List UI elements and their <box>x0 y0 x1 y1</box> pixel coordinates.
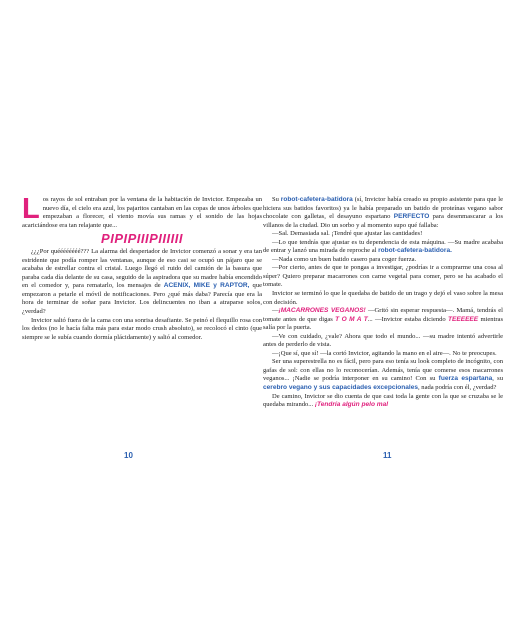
friend-names: ACENIX, MIKE y RAPTOR, <box>163 282 250 290</box>
page-number-left: 10 <box>124 451 133 460</box>
right-page <box>263 196 503 410</box>
left-page <box>22 193 262 342</box>
perfect-word: PERFECTO <box>393 213 430 221</box>
opening-paragraph <box>22 193 262 230</box>
alarm-sound-effect: PIPIPIIIPIIIIII <box>101 231 183 247</box>
dialogue-line: —Por cierto, antes de que te pongas a investigar, ¿podrías ir a comprarme una cosa al súper? Quiero preparar macarrones con carne vegetal para comer, pero se ha acabado el tomate. <box>263 264 503 289</box>
robot-name: robot-cafetera-batidora <box>280 196 353 203</box>
paragraph: ¿¿¿Por quéééééééé??? La alarma del despertador de Invictor comenzó a sonar y era tan estridente que podía romper las ventanas, aunque de eso casi se ocupó un pájaro que se acababa de estrellar contra el cristal. Luego llegó el ruido del camión de la basura que paraba cada día delante de su casa, seguido de la aspiradora que su madre había encendido en el comedor y, para rematarlo, los mensajes de ACENIX, MIKE y RAPTOR, que empezaron a petarle el móvil de notificaciones. Pero ¿qué más daba? Parecía que era la hora de terminar de soñar para Invictor. Los delincuentes no iban a atraparse solos, ¿verdad? <box>22 248 262 316</box>
dialogue-line: —Nada como un buen batido casero para coger fuerza. <box>272 255 417 263</box>
drop-cap: L <box>22 193 40 225</box>
dialogue-line: —Lo que tendrás que ajustar es tu dependencia de esta máquina. —Su madre acababa de entrar y lanzó una mirada de reproche al robot-cafetera-batidora. <box>263 238 503 255</box>
dialogue-line: —¡Que sí, que sí! —la cortó Invictor, agitando la mano en el aire—. No te preocupes. <box>272 349 497 357</box>
paragraph: Invictor se terminó lo que le quedaba de batido de un trago y dejó el vaso sobre la mesa con decisión. <box>263 290 503 306</box>
paragraph: os rayos de sol entraban por la ventana de la habitación de Invictor. Empezaba un nuevo día, el cielo era azul, los pajaritos cantaban en las copas de unos árboles que empezaban a florecer, el viento movía sus ramas y el sonido de las hojas acariciándose era tan relajante que... <box>22 196 262 229</box>
paragraph: Invictor saltó fuera de la cama con una sonrisa desafiante. Se peinó el flequillo rosa con los dedos (no le hacía falta más para estar modo crush absoluto), se recolocó el cinto (que siempre se le subía cuando dormía plácidamente) y salió al comedor. <box>22 316 262 341</box>
tomato-effect: T O M A T <box>335 315 368 323</box>
dialogue-line: —Sal. Demasiada sal. ¡Tendré que ajustar las cantidades! <box>272 230 423 238</box>
shout-effect: ¡MACARRONES VEGANOS! <box>278 307 366 315</box>
tomato-tail-effect: TEEEEEE <box>447 315 479 323</box>
robot-name: robot-cafetera-batidora. <box>378 247 452 255</box>
strength-highlight: fuerza espartana <box>438 375 493 383</box>
hair-highlight: ¡Tendría algún pelo mal <box>314 401 389 409</box>
paragraph: Su robot-cafetera-batidora (sí, Invictor había creado su propio asistente para que le hiciera sus batidos favoritos) ya le había preparado un batido de proteínas vegano sabor chocolate con galletas, el desayuno espartano PERFECTO para desenmascarar a los villanos de la ciudad. Dio un sorbo y al momento supo qué fallaba: <box>263 196 504 229</box>
brain-highlight: cerebro vegano y sus capacidades excepcionales <box>263 384 419 392</box>
dialogue-line: —Ve con cuidado, ¿vale? Ahora que todo el mundo... —su madre intentó advertirle antes de perderlo de vista. <box>263 332 503 349</box>
paragraph: De camino, Invictor se dio cuenta de que casi toda la gente con la que se cruzaba se le quedaba mirando... ¡Tendría algún pelo mal <box>263 392 503 409</box>
page-number-right: 11 <box>383 451 392 460</box>
dialogue-line: —¡MACARRONES VEGANOS! —Gritó sin esperar respuesta—. Mamá, tendrás el tomate antes de que digas T O M A T... —Invictor estaba diciendo TEEEEEE mientras salía por la puerta. <box>263 307 503 332</box>
paragraph: Ser una superestrella no es fácil, pero para eso tenía su look completo de incógnito, con gafas de sol: con ellas no lo reconocerían. Además, tenía que comerse esos macarrones veganos... ¡Nadie se podría interponer en su camino! Con su fuerza espartana, su cerebro vegano y sus capacidades excepcionales, nada podría con él, ¿verdad? <box>263 358 503 392</box>
